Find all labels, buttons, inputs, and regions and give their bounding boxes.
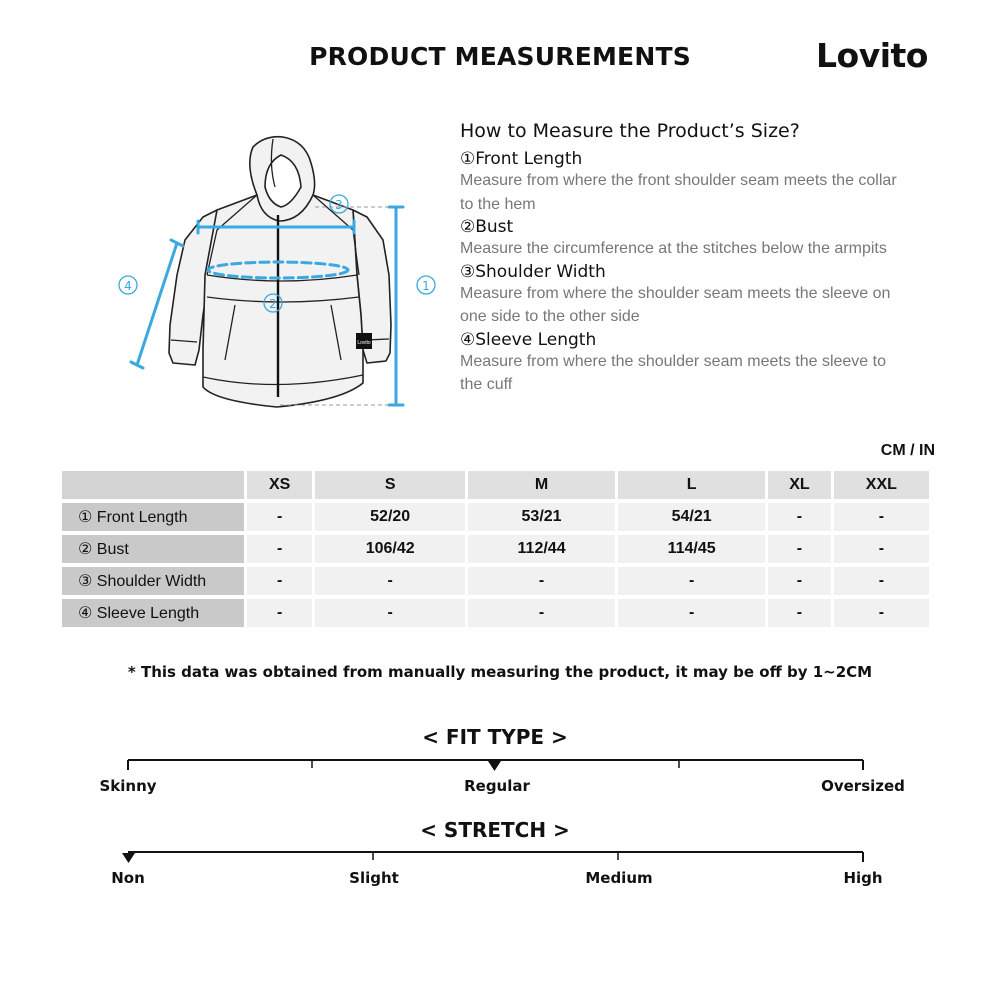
table-cell: - xyxy=(315,599,465,627)
table-cell: - xyxy=(247,503,312,531)
guide-item-sleeve-length xyxy=(460,330,910,397)
size-table xyxy=(59,467,932,631)
table-corner-cell xyxy=(62,471,244,499)
guide-item-bust xyxy=(460,217,910,261)
table-cell: 53/21 xyxy=(468,503,615,531)
guide-item-title: ②Bust xyxy=(460,217,514,237)
table-cell: 112/44 xyxy=(468,535,615,563)
measurement-note: * This data was obtained from manually measuring the product, it may be off by 1~2CM xyxy=(127,663,873,681)
table-row xyxy=(62,503,929,531)
guide-item-desc: Measure from where the shoulder seam meets the sleeve to the cuff xyxy=(460,352,886,393)
table-cell: - xyxy=(834,535,929,563)
guide-item-title: ①Front Length xyxy=(460,149,583,169)
size-header-xl: XL xyxy=(768,471,831,499)
table-row xyxy=(62,535,929,563)
row-label: ③ Shoulder Width xyxy=(62,567,244,595)
fit-label-regular: Regular xyxy=(464,777,530,795)
table-cell: - xyxy=(618,567,765,595)
table-cell: - xyxy=(315,567,465,595)
row-label: ① Front Length xyxy=(62,503,244,531)
guide-item-title: ④Sleeve Length xyxy=(460,329,597,350)
table-cell: - xyxy=(618,599,765,627)
table-row xyxy=(62,567,929,595)
guide-item-desc: Measure from where the front shoulder seam meets the collar to the hem xyxy=(460,172,897,213)
table-cell: - xyxy=(247,567,312,595)
unit-label: CM / IN xyxy=(880,442,935,459)
table-cell: - xyxy=(247,599,312,627)
table-cell: 52/20 xyxy=(315,503,465,531)
row-label: ② Bust xyxy=(62,535,244,563)
guide-item-shoulder-width xyxy=(460,262,910,329)
stretch-label-non: Non xyxy=(111,869,145,887)
table-cell: - xyxy=(247,535,312,563)
table-cell: - xyxy=(834,567,929,595)
size-header-l: L xyxy=(618,471,765,499)
brand-logo: Lovito xyxy=(816,36,928,75)
jacket-illustration xyxy=(105,125,445,425)
row-label: ④ Sleeve Length xyxy=(62,599,244,627)
table-cell: - xyxy=(768,503,831,531)
table-cell: - xyxy=(768,599,831,627)
marker-1: 1 xyxy=(422,279,430,293)
sleeve-tag-text: Lovito xyxy=(357,340,371,346)
fit-type-indicator xyxy=(488,761,501,771)
stretch-indicator xyxy=(122,853,135,863)
table-cell: - xyxy=(468,567,615,595)
marker-3: 3 xyxy=(335,198,343,212)
stretch-label-high: High xyxy=(843,869,883,887)
size-header-xxl: XXL xyxy=(834,471,929,499)
size-header-m: M xyxy=(468,471,615,499)
table-cell: 114/45 xyxy=(618,535,765,563)
fit-type-title: < FIT TYPE > xyxy=(422,725,568,749)
table-cell: - xyxy=(834,599,929,627)
fit-label-oversized: Oversized xyxy=(821,777,905,795)
guide-item-title: ③Shoulder Width xyxy=(460,261,606,282)
stretch-label-medium: Medium xyxy=(585,869,653,887)
page-title: PRODUCT MEASUREMENTS xyxy=(309,42,691,71)
table-row xyxy=(62,599,929,627)
size-header-xs: XS xyxy=(247,471,312,499)
measuring-guide xyxy=(460,120,910,398)
marker-4: 4 xyxy=(124,279,132,293)
table-cell: - xyxy=(768,535,831,563)
table-cell: - xyxy=(834,503,929,531)
table-cell: - xyxy=(768,567,831,595)
table-header-row xyxy=(62,471,929,499)
stretch-title: < STRETCH > xyxy=(420,818,570,842)
guide-item-front-length xyxy=(460,149,910,216)
stretch-label-slight: Slight xyxy=(349,869,399,887)
table-cell: 106/42 xyxy=(315,535,465,563)
marker-2: 2 xyxy=(269,297,277,311)
guide-item-desc: Measure the circumference at the stitches below the armpits xyxy=(460,240,887,257)
size-header-s: S xyxy=(315,471,465,499)
fit-label-skinny: Skinny xyxy=(99,777,157,795)
table-cell: 54/21 xyxy=(618,503,765,531)
guide-item-desc: Measure from where the shoulder seam meets the sleeve on one side to the other side xyxy=(460,284,891,325)
table-cell: - xyxy=(468,599,615,627)
guide-heading: How to Measure the Product’s Size? xyxy=(460,120,800,142)
